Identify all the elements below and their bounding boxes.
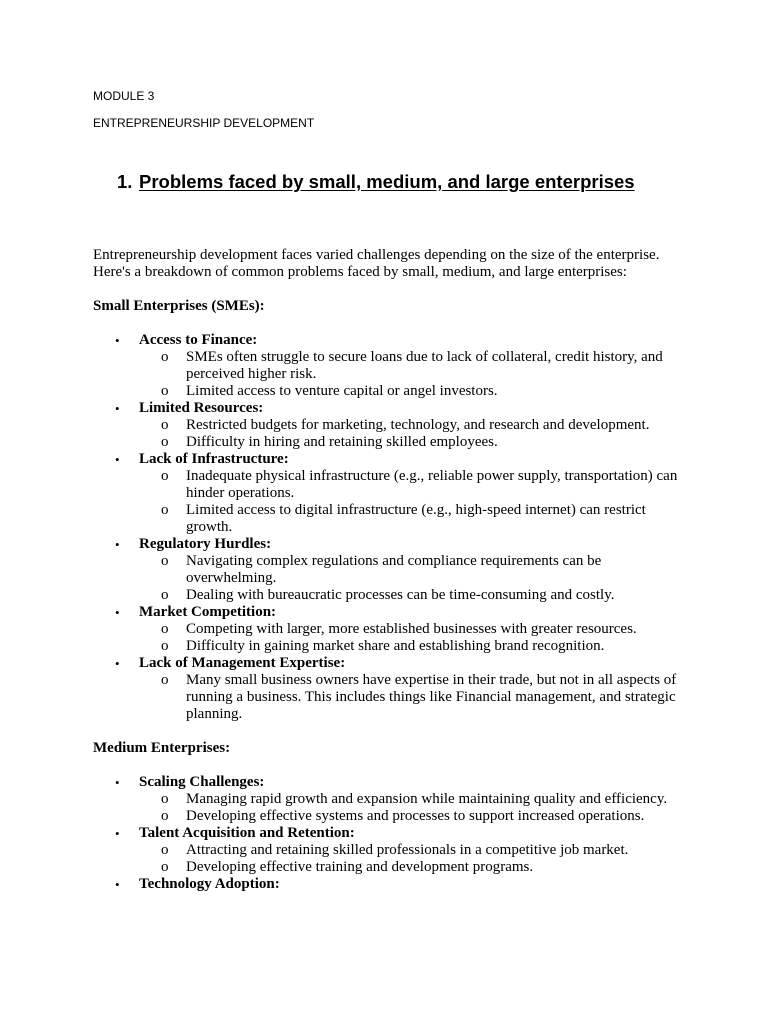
item-list <box>93 774 683 893</box>
sub-bullet-icon: o <box>161 349 169 365</box>
sub-list-item <box>139 808 683 825</box>
sub-list-item <box>139 502 683 536</box>
intro-paragraph: Entrepreneurship development faces varied challenges depending on the size of the enterprise. Here's a breakdown of common problems faced by small, medium, and large enterprises: <box>93 247 660 280</box>
list-item <box>93 451 683 536</box>
list-item <box>93 400 683 451</box>
item-title: Regulatory Hurdles: <box>139 536 272 552</box>
sub-bullet-icon: o <box>161 672 169 688</box>
sub-list-item <box>139 468 683 502</box>
sub-bullet-icon: o <box>161 553 169 569</box>
point-text: Difficulty in hiring and retaining skilled employees. <box>186 434 498 450</box>
sub-bullet-icon: o <box>161 417 169 433</box>
bullet-icon: • <box>115 605 120 620</box>
section-medium-enterprises <box>93 740 683 893</box>
document-body <box>93 247 683 893</box>
sub-list <box>139 791 683 825</box>
point-text: Developing effective training and development programs. <box>186 859 534 875</box>
sub-list-item <box>139 621 683 638</box>
point-text: Managing rapid growth and expansion while maintaining quality and efficiency. <box>186 791 668 807</box>
point-text: SMEs often struggle to secure loans due to lack of collateral, credit history, and perceived higher risk. <box>186 349 663 382</box>
sub-list <box>139 553 683 604</box>
sub-list-item <box>139 859 683 876</box>
list-item <box>93 604 683 655</box>
list-item <box>93 332 683 400</box>
item-title: Scaling Challenges: <box>139 774 265 790</box>
bullet-icon: • <box>115 826 120 841</box>
sub-bullet-icon: o <box>161 808 169 824</box>
sub-list <box>139 468 683 536</box>
sub-bullet-icon: o <box>161 842 169 858</box>
item-title: Access to Finance: <box>139 332 258 348</box>
point-text: Competing with larger, more established businesses with greater resources. <box>186 621 637 637</box>
module-label: MODULE 3 <box>93 89 155 103</box>
sub-list-item <box>139 553 683 587</box>
sub-list-item <box>139 434 683 451</box>
point-text: Limited access to venture capital or angel investors. <box>186 383 498 399</box>
bullet-icon: • <box>115 877 120 892</box>
sub-list <box>139 417 683 451</box>
bullet-icon: • <box>115 401 120 416</box>
sub-bullet-icon: o <box>161 859 169 875</box>
point-text: Developing effective systems and processes to support increased operations. <box>186 808 645 824</box>
sub-bullet-icon: o <box>161 587 169 603</box>
item-title: Technology Adoption: <box>139 876 280 892</box>
sub-list-item <box>139 383 683 400</box>
sub-list-item <box>139 791 683 808</box>
item-title: Lack of Infrastructure: <box>139 451 289 467</box>
heading-number: 1. <box>117 171 133 192</box>
point-text: Dealing with bureaucratic processes can be time-consuming and costly. <box>186 587 615 603</box>
item-list <box>93 332 683 723</box>
sub-list-item <box>139 638 683 655</box>
item-title: Talent Acquisition and Retention: <box>139 825 355 841</box>
bullet-icon: • <box>115 333 120 348</box>
sub-list <box>139 672 683 723</box>
sub-bullet-icon: o <box>161 791 169 807</box>
document-subtitle: ENTREPRENEURSHIP DEVELOPMENT <box>93 116 315 130</box>
heading-text: Problems faced by small, medium, and large enterprises <box>139 171 635 192</box>
sub-list-item <box>139 349 683 383</box>
point-text: Navigating complex regulations and compliance requirements can be overwhelming. <box>186 553 602 586</box>
point-text: Limited access to digital infrastructure (e.g., high-speed internet) can restrict growth. <box>186 502 646 535</box>
sub-bullet-icon: o <box>161 434 169 450</box>
list-item <box>93 536 683 604</box>
sub-list-item <box>139 417 683 434</box>
bullet-icon: • <box>115 452 120 467</box>
bullet-icon: • <box>115 656 120 671</box>
sub-list-item <box>139 842 683 859</box>
section-heading <box>117 170 635 194</box>
list-item <box>93 876 683 893</box>
section-small-enterprises <box>93 298 683 723</box>
sub-bullet-icon: o <box>161 468 169 484</box>
list-item <box>93 655 683 723</box>
sub-list-item <box>139 672 683 723</box>
item-title: Market Competition: <box>139 604 277 620</box>
sub-bullet-icon: o <box>161 638 169 654</box>
point-text: Difficulty in gaining market share and establishing brand recognition. <box>186 638 605 654</box>
sub-list <box>139 349 683 400</box>
sub-list <box>139 842 683 876</box>
section-title: Small Enterprises (SMEs): <box>93 298 265 314</box>
point-text: Attracting and retaining skilled professionals in a competitive job market. <box>186 842 629 858</box>
sub-list-item <box>139 587 683 604</box>
point-text: Restricted budgets for marketing, technology, and research and development. <box>186 417 650 433</box>
list-item <box>93 825 683 876</box>
bullet-icon: • <box>115 775 120 790</box>
sub-bullet-icon: o <box>161 383 169 399</box>
sub-bullet-icon: o <box>161 621 169 637</box>
point-text: Inadequate physical infrastructure (e.g., reliable power supply, transportation) can hinder operations. <box>186 468 678 501</box>
sub-list <box>139 621 683 655</box>
section-title: Medium Enterprises: <box>93 740 231 756</box>
sub-bullet-icon: o <box>161 502 169 518</box>
point-text: Many small business owners have expertise in their trade, but not in all aspects of running a business. This includes things like Financial management, and strategic planning. <box>186 672 677 722</box>
item-title: Limited Resources: <box>139 400 264 416</box>
item-title: Lack of Management Expertise: <box>139 655 346 671</box>
list-item <box>93 774 683 825</box>
bullet-icon: • <box>115 537 120 552</box>
